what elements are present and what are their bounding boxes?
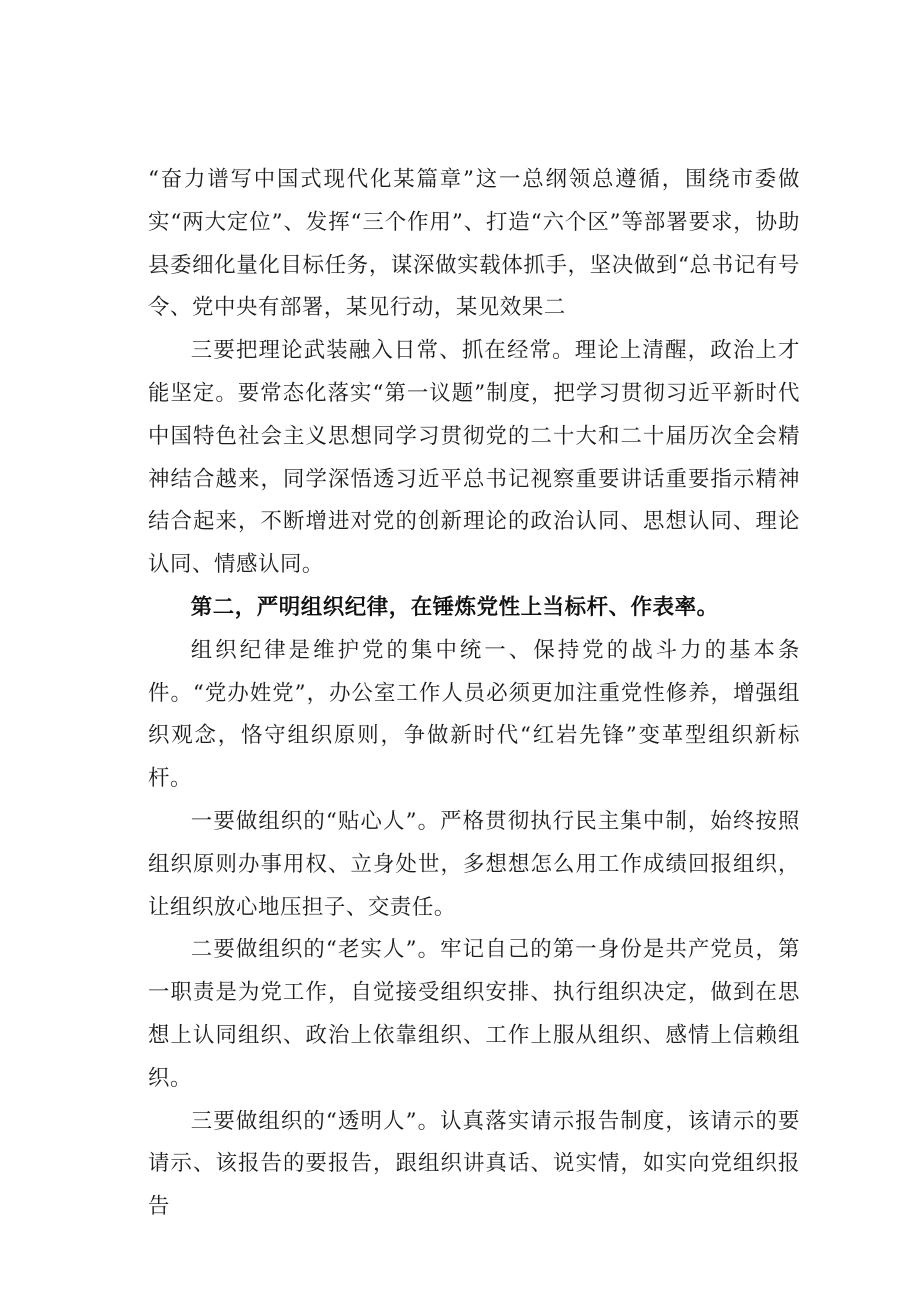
paragraph-theory-armament: 三要把理论武装融入日常、抓在经常。理论上清醒，政治上才能坚定。要常态化落实“第一议题”制度，把学习贯彻习近平新时代中国特色社会主义思想同学习贯彻党的二十大和二十届历次全会精神结合越来，同学深悟透习近平总书记视察重要讲话重要指示精神结合起来，不断增进对党的创新理论的政治认同、思想认同、理论认同、情感认同。 <box>148 338 800 578</box>
paragraph-honest-person: 二要做组织的“老实人”。牢记自己的第一身份是共产党员，第一职责是为党工作，自觉接受组织安排、执行组织决定，做到在思想上认同组织、政治上依靠组织、工作上服从组织、感情上信赖组织。 <box>148 937 800 1091</box>
paragraph-continuation: “奋力谱写中国式现代化某篇章”这一总纲领总遵循，围绕市委做实“两大定位”、发挥“三个作用”、打造“六个区”等部署要求，协助县委细化量化目标任务，谋深做实载体抓手，坚决做到“总书记有号令、党中央有部署，某见行动，某见效果二 <box>148 167 800 321</box>
paragraph-organizational-discipline-intro: 组织纪律是维护党的集中统一、保持党的战斗力的基本条件。“党办姓党”，办公室工作人员必须更加注重党性修养，增强组织观念，恪守组织原则，争做新时代“红岩先锋”变革型组织新标杆。 <box>148 637 800 792</box>
paragraph-close-confidant: 一要做组织的“贴心人”。严格贯彻执行民主集中制，始终按照组织原则办事用权、立身处世，多想想怎么用工作成绩回报组织，让组织放心地压担子、交责任。 <box>148 808 800 920</box>
section-heading-organizational-discipline: 第二，严明组织纪律，在锤炼党性上当标杆、作表率。 <box>190 594 719 620</box>
paragraph-transparent-person: 三要做组织的“透明人”。认真落实请示报告制度，该请示的要请示、该报告的要报告，跟组织讲真话、说实情，如实向党组织报告 <box>148 1108 800 1220</box>
document-body <box>148 159 800 1229</box>
